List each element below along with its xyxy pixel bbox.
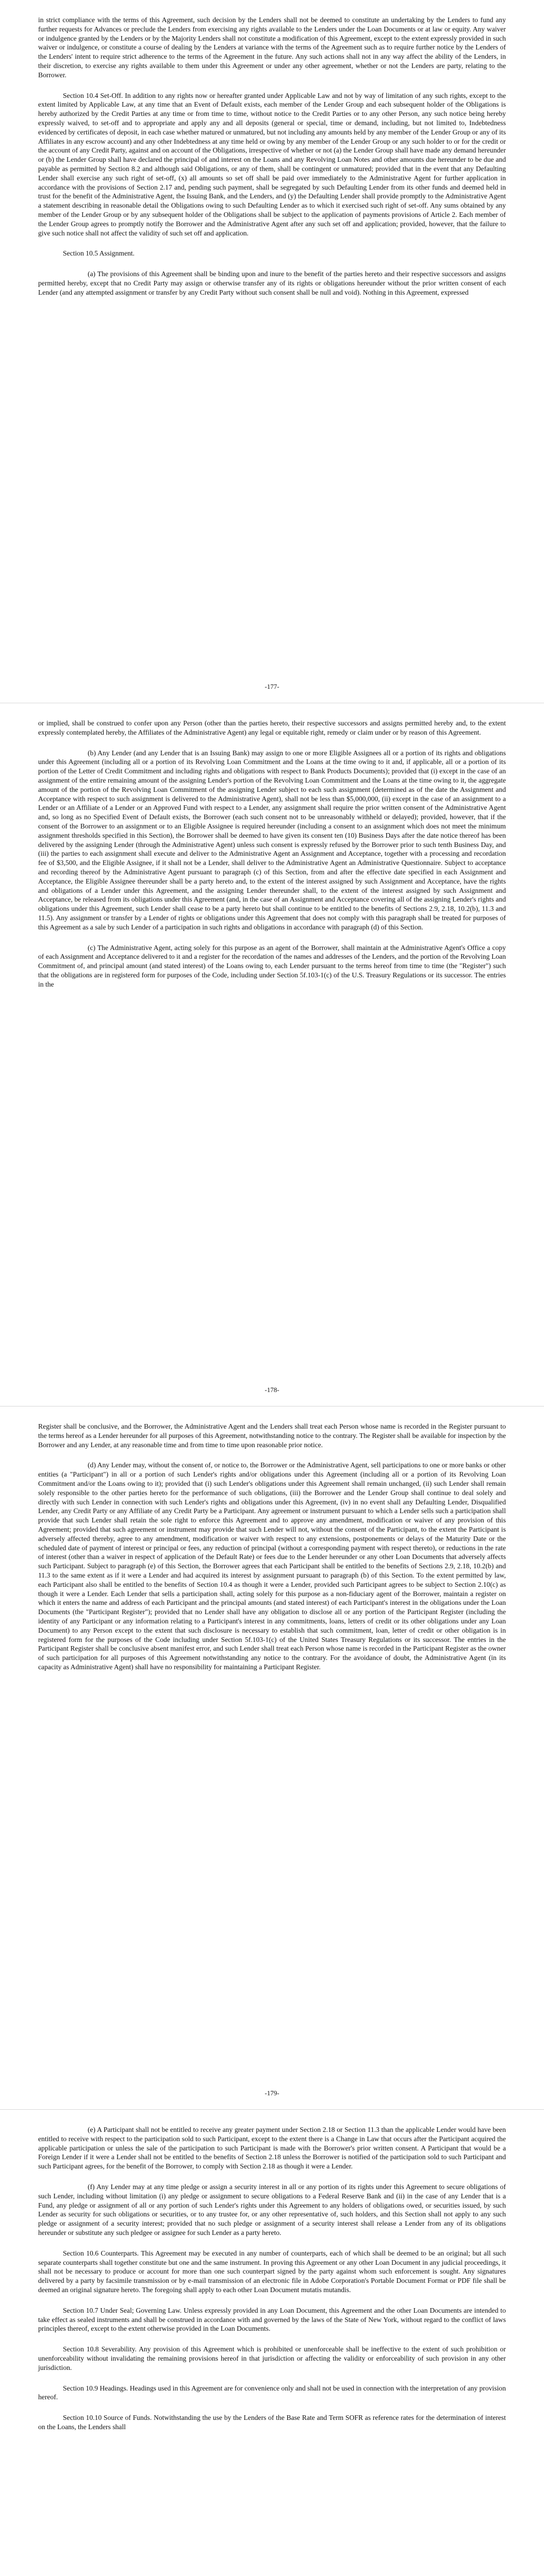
paragraph-section-10-8-severability: Section 10.8 Severability. Any provision of this Agreement which is prohibited or unenforceable shall be ineffective to the extent of such prohibition or unenforceability without invalidating the remaining provisions hereof in that jurisdiction or affecting the validity or enforceability of such provision in any other jurisdiction. — [38, 2345, 506, 2371]
page-number: -178- — [265, 1386, 279, 1394]
paragraph-section-10-7-governing-law: Section 10.7 Under Seal; Governing Law. Unless expressly provided in any Loan Document, this Agreement and the other Loan Documents are intended to take effect as sealed instruments and shall be construed in accordance with and governed by the laws of the State of New York, without regard to the conflict of laws principles thereof, except to the extent otherwise provided in the Loan Documents. — [38, 2306, 506, 2333]
heading-section-10-5-assignment: Section 10.5 Assignment. — [63, 249, 135, 258]
paragraph-section-10-4-set-off: Section 10.4 Set-Off. In addition to any rights now or hereafter granted under Applicable Law and not by way of limitation of any such rights, except to the extent limited by Applicable Law, at any time that an Event of Default exists, each member of the Lender Group and each subsequent holder of the Obligations is hereby authorized by the Credit Parties at any time or from time to time, without notice to the Credit Parties or to any other Person, any such notice being hereby expressly waived, to set-off and to appropriate and apply any and all deposits (general or special, time or demand, including, but not limited to, Indebtedness evidenced by certificates of deposit, in each case whether matured or unmatured, but not including any amounts held by any member of the Lender Group or any of its Affiliates in any escrow account) and any other Indebtedness at any time held or owing by any member of the Lender Group or any such holder to or for the credit or the account of any Credit Party, against and on account of the Obligations, irrespective of whether or not (a) the Lender Group shall have made any demand hereunder or (b) the Lender Group shall have declared the principal of and interest on the Loans and any Revolving Loan Notes and other amounts due hereunder to be due and payable as permitted by Section 8.2 and although said Obligations, or any of them, shall be contingent or unmatured; provided that in the event that any Defaulting Lender shall exercise any such right of set-off, (x) all amounts so set off shall be paid over immediately to the Administrative Agent for further application in accordance with the provisions of Section 2.17 and, pending such payment, shall be segregated by such Defaulting Lender from its other funds and deemed held in trust for the benefit of the Administrative Agent, the Issuing Bank, and the Lenders, and (y) the Defaulting Lender shall provide promptly to the Administrative Agent a statement describing in reasonable detail the Obligations owing to such Defaulting Lender as to which it exercised such right of set-off. Any sums obtained by any member of the Lender Group or by any subsequent holder of the Obligations shall be subject to the application of payments provisions of Article 2. Each member of the Lender Group agrees to promptly notify the Borrower and the Administrative Agent after any such set off and application; provided, however, that the failure to give such notice shall not affect the validity of such set off and application. — [38, 91, 506, 237]
paragraph-continuation: or implied, shall be construed to confer upon any Person (other than the parties hereto, their respective successors and assigns permitted hereby and, to the extent expressly contemplated hereby, the Affiliates of the Administrative Agent) any legal or equitable right, remedy or claim under or by reason of this Agreement. — [38, 719, 506, 736]
paragraph-section-10-5-e: (e) A Participant shall not be entitled to receive any greater payment under Section 2.18 or Section 11.3 than the applicable Lender would have been entitled to receive with respect to the participation sold to such Participant, except to the extent there is a Change in Law that occurs after the Participant acquired the applicable participation or unless the sale of the participation to such Participant is made with the Borrower's prior written consent. A Participant that would be a Foreign Lender if it were a Lender shall not be entitled to the benefits of Section 2.18 unless the Borrower is notified of the participation sold to such Participant and such Participant agrees, for the benefit of the Borrower, to comply with Section 2.18 as though it were a Lender. — [38, 2126, 506, 2171]
paragraph-section-10-5-b: (b) Any Lender (and any Lender that is an Issuing Bank) may assign to one or more Eligible Assignees all or a portion of its rights and obligations under this Agreement (including all or a portion of its Revolving Loan Commitment and the Loans at the time owing to it and, if applicable, all or a portion of its portion of the Letter of Credit Commitment and including rights and obligations with respect to Bank Products Documents); provided that (i) except in the case of an assignment of the entire remaining amount of the assigning Lender's portion of the Revolving Loan Commitment and the Loans at the time owing to it, the aggregate amount of the portion of the Revolving Loan Commitment of the assigning Lender subject to each such assignment (determined as of the date the Assignment and Acceptance with respect to such assignment is delivered to the Administrative Agent), shall not be less than $5,000,000, (ii) except in the case of an assignment to a Lender or an Affiliate of a Lender or an Approved Fund with respect to a Lender, any assignment shall require the prior written consent of the Administrative Agent and, so long as no Specified Event of Default exists, the Borrower (each such consent not to be unreasonably withheld or delayed); provided, however, that if the consent of the Borrower to an assignment or to an Eligible Assignee is required hereunder (including a consent to an assignment which does not meet the minimum assignment thresholds specified in this Section), the Borrower shall be deemed to have given its consent ten (10) Business Days after the date notice thereof has been delivered by the assigning Lender (through the Administrative Agent) unless such consent is expressly refused by the Borrower prior to such tenth Business Day, and (iii) the parties to each assignment shall execute and deliver to the Administrative Agent an Assignment and Acceptance, together with a processing and recordation fee of $3,500, and the Eligible Assignee, if it shall not be a Lender, shall deliver to the Administrative Agent an Administrative Questionnaire. Subject to acceptance and recording thereof by the Administrative Agent pursuant to paragraph (c) of this Section, from and after the effective date specified in each Assignment and Acceptance, the Eligible Assignee thereunder shall be a party hereto and, to the extent of the interest assigned by such Assignment and Acceptance, have the rights and obligations of a Lender under this Agreement, and the assigning Lender thereunder shall, to the extent of the interest assigned by such Assignment and Acceptance, be released from its obligations under this Agreement (and, in the case of an Assignment and Acceptance covering all of the assigning Lender's rights and obligations under this Agreement, such Lender shall cease to be a party hereto but shall continue to be entitled to the benefits of Sections 2.9, 2.18, 10.2(b), 11.3 and 11.5). Any assignment or transfer by a Lender of rights or obligations under this Agreement that does not comply with this paragraph shall be treated for purposes of this Agreement as a sale by such Lender of a participation in such rights and obligations in accordance with paragraph (d) of this Section. — [38, 749, 506, 931]
paragraph-section-10-5-f: (f) Any Lender may at any time pledge or assign a security interest in all or any portion of its rights under this Agreement to secure obligations of such Lender, including without limitation (i) any pledge or assignment to secure obligations to a Federal Reserve Bank and (ii) in the case of any Lender that is a Fund, any pledge or assignment of all or any portion of such Lender's rights under this Agreement to any holders of obligations owed, or securities issued, by such Lender as security for such obligations or securities, or to any trustee for, or any other representative of, such holders, and this Section shall not apply to any such pledge or assignment of a security interest; provided that no such pledge or assignment of a security interest shall release a Lender from any of its obligations hereunder or substitute any such pledgee or assignee for such Lender as a party hereto. — [38, 2182, 506, 2236]
page-number: -177- — [265, 683, 279, 690]
document-page-180 — [0, 2110, 544, 2576]
paragraph-continuation: in strict compliance with the terms of this Agreement, such decision by the Lenders shall not be deemed to constitute an undertaking by the Lenders to fund any further requests for Advances or preclude the Lenders from exercising any rights available to the Lenders under the Loan Documents or at law or equity. Any waiver or indulgence granted by the Lenders or by the Majority Lenders shall not constitute a modification of this Agreement, except to the extent expressly provided in such waiver or indulgence, or constitute a course of dealing by the Lenders at variance with the terms of the Agreement such as to require further notice by the Lenders of the Lenders' intent to require strict adherence to the terms of the Agreement in the future. Any such actions shall not in any way affect the ability of the Lenders, in their discretion, to exercise any rights available to them under this Agreement or under any other agreement, whether or not the Lenders are party, relating to the Borrower. — [38, 16, 506, 79]
paragraph-section-10-5-a: (a) The provisions of this Agreement shall be binding upon and inure to the benefit of the parties hereto and their respective successors and assigns permitted hereby, except that no Credit Party may assign or otherwise transfer any of its rights or obligations hereunder without the prior written consent of each Lender (and any attempted assignment or transfer by any Credit Party without such consent shall be null and void). Nothing in this Agreement, expressed — [38, 270, 506, 296]
paragraph-section-10-9-headings: Section 10.9 Headings. Headings used in this Agreement are for convenience only and shall not be used in connection with the interpretation of any provision hereof. — [38, 2384, 506, 2401]
document-page-178 — [0, 703, 544, 1406]
paragraph-section-10-5-c: (c) The Administrative Agent, acting solely for this purpose as an agent of the Borrower, shall maintain at the Administrative Agent's Office a copy of each Assignment and Acceptance delivered to it and a register for the recordation of the names and addresses of the Lenders, and the portion of the Revolving Loan Commitment of, and principal amount (and stated interest) of the Loans owing to, each Lender pursuant to the terms hereof from time to time (the "Register") such that the obligations are in registered form for purposes of the Code, including under Section 5f.103-1(c) of the U.S. Treasury Regulations or its successor. The entries in the — [38, 943, 506, 988]
paragraph-continuation: Register shall be conclusive, and the Borrower, the Administrative Agent and the Lenders shall treat each Person whose name is recorded in the Register pursuant to the terms hereof as a Lender hereunder for all purposes of this Agreement, notwithstanding notice to the contrary. The Register shall be available for inspection by the Borrower and any Lender, at any reasonable time and from time to time upon reasonable prior notice. — [38, 1422, 506, 1449]
document-page-179 — [0, 1406, 544, 2110]
document-page-177 — [0, 0, 544, 703]
page-number: -179- — [265, 2089, 279, 2097]
paragraph-section-10-6-counterparts: Section 10.6 Counterparts. This Agreement may be executed in any number of counterparts, each of which shall be deemed to be an original; but all such separate counterparts shall together constitute but one and the same instrument. In proving this Agreement or any other Loan Document in any judicial proceedings, it shall not be necessary to produce or account for more than one such counterpart signed by the party against whom such enforcement is sought. Any signatures delivered by a party by facsimile transmission or by e-mail transmission of an electronic file in Adobe Corporation's Portable Document Format or PDF file shall be deemed an original signature hereto. The foregoing shall apply to each other Loan Document mutatis mutandis. — [38, 2249, 506, 2294]
paragraph-section-10-10-source-of-funds: Section 10.10 Source of Funds. Notwithstanding the use by the Lenders of the Base Rate and Term SOFR as reference rates for the determination of interest on the Loans, the Lenders shall — [38, 2414, 506, 2431]
paragraph-section-10-5-d: (d) Any Lender may, without the consent of, or notice to, the Borrower or the Administrative Agent, sell participations to one or more banks or other entities (a "Participant") in all or a portion of such Lender's rights and/or obligations under this Agreement (including all or a portion of its Revolving Loan Commitment and/or the Loans owing to it); provided that (i) such Lender's obligations under this Agreement shall remain unchanged, (ii) such Lender shall remain solely responsible to the other parties hereto for the performance of such obligations, (iii) the Borrower and the Lender Group shall continue to deal solely and directly with such Lender in connection with such Lender's rights and obligations under this Agreement, (iv) in no event shall any Defaulting Lender, Disqualified Lender, any Credit Party or any Affiliate of any Credit Party be a Participant. Any agreement or instrument pursuant to which a Lender sells such a participation shall provide that such Lender shall retain the sole right to enforce this Agreement and to approve any amendment, modification or waiver of any provision of this Agreement; provided that such agreement or instrument may provide that such Lender will not, without the consent of the Participant, to the extent the Participant is adversely affected thereby, agree to any amendment, modification or waiver with respect to any extensions, postponements or delays of the Maturity Date or the scheduled date of payment of interest or principal or fees, any reduction of principal (without a corresponding payment with respect thereto), or reductions in the rate of interest (other than a waiver in respect of application of the Default Rate) or fees due to the Lender hereunder or any other Loan Documents that adversely affects such Participant. Subject to paragraph (e) of this Section, the Borrower agrees that each Participant shall be entitled to the benefits of Sections 2.9, 2.18, 10.2(b) and 11.3 to the same extent as if it were a Lender and had acquired its interest by assignment pursuant to paragraph (b) of this Section. To the extent permitted by law, each Participant also shall be entitled to the benefits of Section 10.4 as though it were a Lender, provided such Participant agrees to be subject to Section 2.10(c) as though it were a Lender. Each Lender that sells a participation shall, acting solely for this purpose as a non-fiduciary agent of the Borrower, maintain a register on which it enters the name and address of each Participant and the principal amounts (and stated interest) of each Participant's interest in the obligations under the Loan Documents (the "Participant Register"); provided that no Lender shall have any obligation to disclose all or any portion of the Participant Register (including the identity of any Participant or any information relating to a Participant's interest in any commitments, loans, letters of credit or its other obligations under any Loan Document) to any Person except to the extent that such disclosure is necessary to establish that such commitment, loan, letter of credit or other obligation is in registered form for the purposes of the Code including under Section 5f.103-1(c) of the United States Treasury Regulations or its successor. The entries in the Participant Register shall be conclusive absent manifest error, and such Lender shall treat each Person whose name is recorded in the Participant Register as the owner of such participation for all purposes of this Agreement notwithstanding any notice to the contrary. For the avoidance of doubt, the Administrative Agent (in its capacity as Administrative Agent) shall have no responsibility for maintaining a Participant Register. — [38, 1461, 506, 1671]
